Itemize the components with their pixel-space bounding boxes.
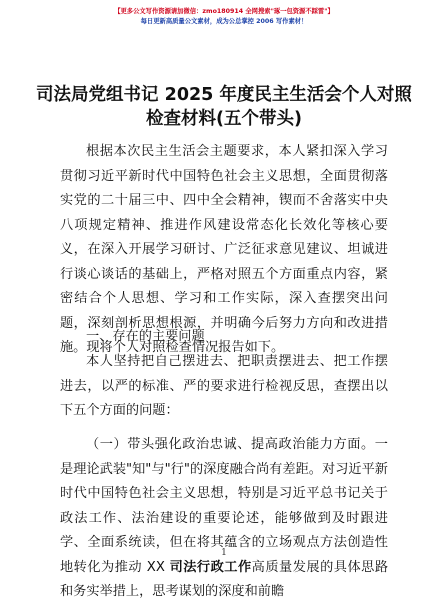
promo-banner-line-1: 【更多公文写作资源请加微信：zmo180914 全网搜索"琢一包资源不踩雷"】 (114, 8, 334, 15)
intro-paragraph: 根据本次民主生活会主题要求，本人紧扣深入学习贯彻习近平新时代中国特色社会主义思想，全面贯彻落实党的二十届三中、四中全会精神，锲而不舍落实中央八项规定精神、推进作风建设常态化长效化等核心要义，在深入开展学习研讨、广泛征求意见建议、坦诚进行谈心谈话的基础上，严格对照五个方面重点内容，紧密结合个人思想、学习和工作实际，深入查摆突出问题，深刻剖析思想根源，并明确今后努力方向和改进措施。现将个人对照检查情况报告如下。 (60, 144, 388, 355)
point-1-paragraph (60, 433, 388, 605)
point-1-bold-text: 司法行政工作 (169, 559, 252, 575)
document-title-line-1: 司法局党组书记 2025 年度民主生活会个人对照 (36, 85, 412, 105)
document-title-line-2: 检查材料(五个带头) (146, 109, 302, 129)
promo-banner-line-2: 每日更新高质量公文素材，成为公总掌控 2006 写作素材！ (140, 18, 308, 25)
section-intro-paragraph: 本人坚持把自己摆进去、把职责摆进去、把工作摆进去，以严的标准、严的要求进行检视反思，查摆出以下五个方面的问题： (60, 354, 388, 418)
page-number: 1 (221, 548, 227, 558)
section-heading: 一、存在的主要问题 (86, 329, 205, 344)
point-1-text-a: （一）带头强化政治忠诚、提高政治能力方面。一是理论武装"知"与"行"的深度融合尚有差距。对习近平新时代中国特色社会主义思想，特别是习近平总书记关于政法工作、法治建设的重要论述，能够做到及时跟进学、全面系统读，但在将其蕴含的立场观点方法创造性地转化为推动 XX (60, 437, 388, 575)
point-1-text-b: 高质量发展的具体思路和务实举措上，思考谋划的深度和前瞻 (60, 559, 389, 599)
